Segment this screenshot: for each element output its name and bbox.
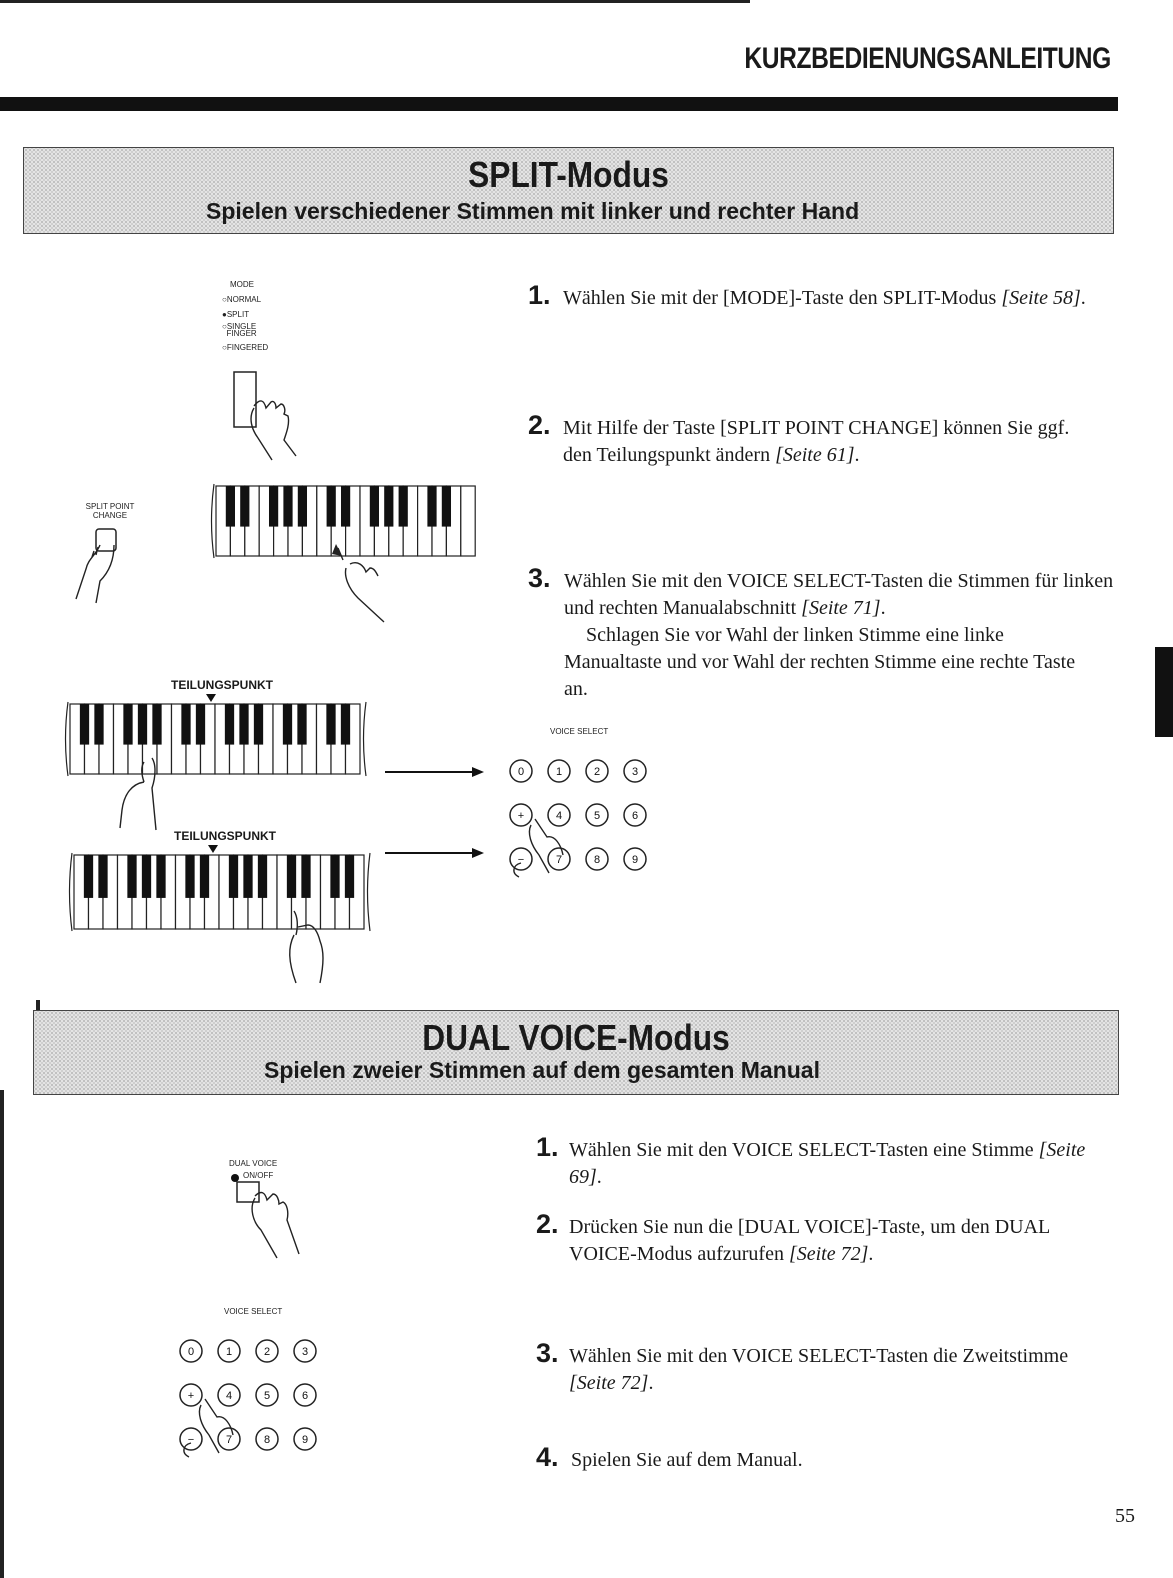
hand-icon <box>338 548 384 622</box>
dual-voice-label: DUAL VOICE ON/OFF <box>229 1159 278 1180</box>
keyboard-edge <box>212 484 215 558</box>
page-number: 55 <box>1115 1505 1135 1527</box>
black-key[interactable] <box>327 486 336 527</box>
mode-option-split: ●SPLIT <box>222 310 250 319</box>
voice-button-label: 2 <box>263 1346 271 1358</box>
split-step-3-note: Schlagen Sie vor Wahl der linken Stimme eine linke Manualtaste und vor Wahl der rechten Stimme eine rechte Taste an. <box>564 624 1076 700</box>
keyboard-edge <box>66 702 69 776</box>
dual-subtitle: Spielen zweier Stimmen auf dem gesamten Manual <box>264 1057 820 1083</box>
black-key[interactable] <box>156 855 165 898</box>
black-key[interactable] <box>287 855 296 898</box>
black-key[interactable] <box>225 704 234 745</box>
black-key[interactable] <box>298 486 307 527</box>
black-key[interactable] <box>283 486 292 527</box>
dual-voice-button[interactable] <box>237 1182 259 1202</box>
split-point-marker <box>208 845 218 853</box>
voice-button-label: 9 <box>631 854 639 866</box>
arrows <box>380 760 490 870</box>
arrow-icon <box>472 848 484 858</box>
black-key[interactable] <box>94 704 103 745</box>
voice-button-label: − <box>187 1434 195 1446</box>
voice-button-label: 3 <box>631 766 639 778</box>
black-key[interactable] <box>127 855 136 898</box>
black-key[interactable] <box>341 704 350 745</box>
black-key[interactable] <box>138 704 147 745</box>
black-key[interactable] <box>370 486 379 527</box>
black-key[interactable] <box>301 855 310 898</box>
split-point-marker <box>206 694 216 702</box>
voice-button-label: + <box>517 810 525 822</box>
keyboard-illustration-2 <box>60 692 380 832</box>
voice-button-label: 8 <box>263 1434 271 1446</box>
mode-button[interactable] <box>234 372 256 427</box>
keyboard-edge <box>70 853 73 931</box>
black-key[interactable] <box>229 855 238 898</box>
thumb-index-tab <box>1155 647 1173 737</box>
mode-option-fingered: ○FINGERED <box>222 343 269 352</box>
voice-button-label: 6 <box>631 810 639 822</box>
black-key[interactable] <box>258 855 267 898</box>
black-key[interactable] <box>243 855 252 898</box>
split-banner <box>23 147 1114 234</box>
voice-button-label: 8 <box>593 854 601 866</box>
black-key[interactable] <box>341 486 350 527</box>
black-key[interactable] <box>226 486 235 527</box>
voice-button-label: 5 <box>593 810 601 822</box>
keyboard-keys <box>212 484 479 558</box>
mode-option-normal: ○NORMAL <box>222 295 262 304</box>
black-key[interactable] <box>442 486 451 527</box>
voice-button-label: 1 <box>225 1346 233 1358</box>
black-key[interactable] <box>254 704 263 745</box>
black-key[interactable] <box>123 704 132 745</box>
keyboard-edge <box>368 853 371 931</box>
black-key[interactable] <box>84 855 93 898</box>
black-key[interactable] <box>80 704 89 745</box>
black-key[interactable] <box>269 486 278 527</box>
black-key[interactable] <box>98 855 107 898</box>
black-key[interactable] <box>326 704 335 745</box>
black-key[interactable] <box>181 704 190 745</box>
white-key[interactable] <box>461 486 475 556</box>
black-key[interactable] <box>283 704 292 745</box>
keyboard-edge <box>364 702 367 776</box>
voice-button-label: − <box>517 854 525 866</box>
voice-button-label: 2 <box>593 766 601 778</box>
voice-button-label: 5 <box>263 1390 271 1402</box>
voice-select-pad-dual <box>175 1335 335 1465</box>
teilungspunkt-label-1: TEILUNGSPUNKT <box>171 678 273 692</box>
left-binding-edge <box>0 1090 4 1578</box>
hand-icon <box>76 545 114 603</box>
black-key[interactable] <box>196 704 205 745</box>
dual-voice-indicator <box>231 1174 239 1182</box>
split-point-change-label: SPLIT POINT CHANGE <box>85 502 135 520</box>
black-key[interactable] <box>142 855 151 898</box>
black-key[interactable] <box>185 855 194 898</box>
voice-button-label: 4 <box>555 810 563 822</box>
voice-button-label: 7 <box>555 854 563 866</box>
black-key[interactable] <box>427 486 436 527</box>
voice-select-label-split: VOICE SELECT <box>550 727 609 736</box>
header-bar <box>0 97 1118 111</box>
split-title: SPLIT-Modus <box>468 154 669 195</box>
black-key[interactable] <box>200 855 209 898</box>
mode-label: MODE <box>230 280 254 289</box>
voice-button-label: 4 <box>225 1390 233 1402</box>
voice-select-label-dual: VOICE SELECT <box>224 1307 283 1316</box>
black-key[interactable] <box>399 486 408 527</box>
voice-button-label: 9 <box>301 1434 309 1446</box>
black-key[interactable] <box>240 486 249 527</box>
voice-button-label: 3 <box>301 1346 309 1358</box>
voice-select-buttons <box>510 760 646 870</box>
mode-button-press-illustration <box>226 368 306 463</box>
keyboard-keys <box>70 853 371 931</box>
black-key[interactable] <box>152 704 161 745</box>
split-point-change-illustration <box>70 525 130 605</box>
voice-select-buttons <box>180 1340 316 1450</box>
mode-option-single-finger: ○SINGLE FINGER <box>222 322 257 338</box>
top-rule <box>0 0 750 3</box>
dual-title: DUAL VOICE-Modus <box>422 1017 730 1058</box>
black-key[interactable] <box>297 704 306 745</box>
dual-voice-button-illustration <box>225 1172 305 1262</box>
arrow-icon <box>472 767 484 777</box>
mode-panel <box>222 280 302 352</box>
dual-banner <box>33 1010 1119 1095</box>
voice-button-label: 0 <box>517 766 525 778</box>
black-key[interactable] <box>330 855 339 898</box>
split-subtitle: Spielen verschiedener Stimmen mit linker und rechter Hand <box>206 198 860 224</box>
keyboard-keys <box>66 702 367 776</box>
black-key[interactable] <box>239 704 248 745</box>
teilungspunkt-label-2: TEILUNGSPUNKT <box>174 829 276 843</box>
keyboard-illustration-3 <box>62 843 382 988</box>
black-key[interactable] <box>345 855 354 898</box>
page-header-title: KURZBEDIENUNGSANLEITUNG <box>744 42 1111 75</box>
voice-button-label: 6 <box>301 1390 309 1402</box>
voice-button-label: 7 <box>225 1434 233 1446</box>
hand-icon <box>251 401 296 460</box>
keyboard-illustration-1 <box>208 480 478 625</box>
voice-select-pad-split <box>505 755 665 885</box>
black-key[interactable] <box>384 486 393 527</box>
voice-button-label: 1 <box>555 766 563 778</box>
voice-button-label: + <box>187 1390 195 1402</box>
voice-button-label: 0 <box>187 1346 195 1358</box>
